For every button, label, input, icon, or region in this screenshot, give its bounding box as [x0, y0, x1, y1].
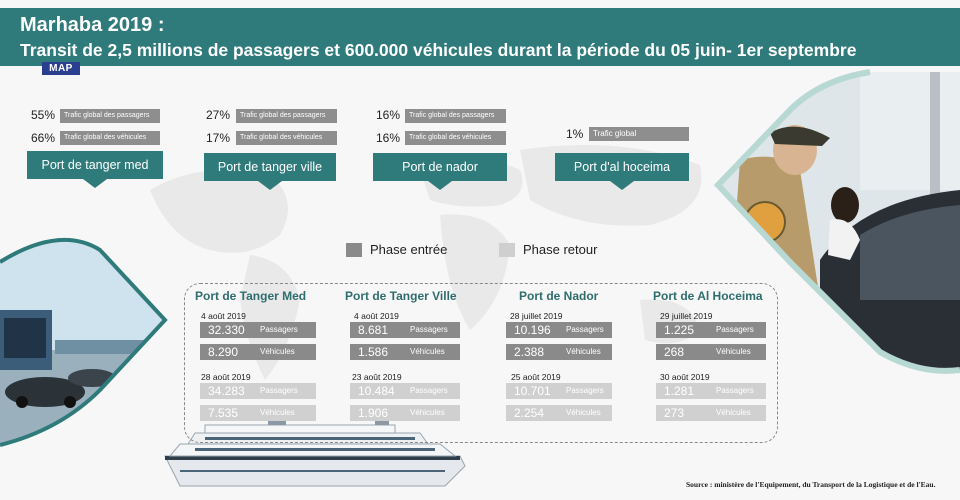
detail4-entry-vehicles: 268 Véhicules: [656, 344, 766, 360]
detail1-entry-date: 4 août 2019: [201, 311, 246, 321]
port3-pct-vehicles: 16%: [376, 131, 401, 145]
map-logo: MAP: [42, 62, 80, 75]
port1-title: Port de tanger med: [27, 151, 163, 179]
page-subtitle: Transit de 2,5 millions de passagers et 600.000 véhicules durant la période du 05 juin- 1er septembre: [20, 40, 857, 60]
port1-tag-vehicles: Trafic global des véhicules: [60, 131, 160, 145]
port1-pct-passengers: 55%: [31, 108, 56, 122]
detail4-return-date: 30 août 2019: [660, 372, 710, 382]
detail4-return-passengers: 1.281 Passagers: [656, 383, 766, 399]
detail3-return-vehicles: 2.254 Véhicules: [506, 405, 612, 421]
port3-tag-passengers: Trafic global des passagers: [405, 109, 506, 123]
port4-title: Port d'al hoceima: [555, 153, 689, 181]
detail3-return-date: 25 août 2019: [511, 372, 561, 382]
detail1-entry-passengers: 32.330 Passagers: [200, 322, 316, 338]
port2-pct-passengers: 27%: [206, 108, 231, 122]
port1-tag-passengers: Trafic global des passagers: [60, 109, 160, 123]
legend-entry-swatch: [346, 243, 362, 257]
detail4-entry-date: 29 juillet 2019: [660, 311, 713, 321]
port3-pct-passengers: 16%: [376, 108, 401, 122]
detail4-title: Port de Al Hoceima: [653, 289, 763, 303]
port2-tag-vehicles: Trafic global des véhicules: [236, 131, 337, 145]
detail4-entry-passengers: 1.225 Passagers: [656, 322, 766, 338]
detail2-entry-date: 4 août 2019: [354, 311, 399, 321]
port3-title: Port de nador: [373, 153, 507, 181]
detail2-entry-passengers: 8.681 Passagers: [350, 322, 460, 338]
page-title: Marhaba 2019 :: [20, 14, 165, 36]
port4-pct-global: 1%: [566, 127, 584, 141]
detail3-title: Port de Nador: [519, 289, 599, 303]
port3-tag-vehicles: Trafic global des véhicules: [405, 131, 506, 145]
detail3-entry-passengers: 10.196 Passagers: [506, 322, 612, 338]
legend-return-label: Phase retour: [523, 242, 598, 257]
detail3-entry-date: 28 juillet 2019: [510, 311, 563, 321]
detail1-return-date: 28 août 2019: [201, 372, 251, 382]
detail3-return-passengers: 10.701 Passagers: [506, 383, 612, 399]
port2-tag-passengers: Trafic global des passagers: [236, 109, 337, 123]
detail1-return-vehicles: 7.535 Véhicules: [200, 405, 316, 421]
port2-title: Port de tanger ville: [204, 153, 336, 181]
detail2-return-date: 23 août 2019: [352, 372, 402, 382]
detail2-return-vehicles: 1.906 Véhicules: [350, 405, 460, 421]
detail1-return-passengers: 34.283 Passagers: [200, 383, 316, 399]
port2-pct-vehicles: 17%: [206, 131, 231, 145]
legend-return-swatch: [499, 243, 515, 257]
detail3-entry-vehicles: 2.388 Véhicules: [506, 344, 612, 360]
detail1-title: Port de Tanger Med: [195, 289, 307, 303]
port4-tag-global: Trafic global: [589, 127, 689, 141]
detail1-entry-vehicles: 8.290 Véhicules: [200, 344, 316, 360]
port1-pct-vehicles: 66%: [31, 131, 56, 145]
detail2-return-passengers: 10.484 Passagers: [350, 383, 460, 399]
legend-entry-label: Phase entrée: [370, 242, 448, 257]
detail2-entry-vehicles: 1.586 Véhicules: [350, 344, 460, 360]
source-note: Source : ministère de l'Equipement, du Transport de la Logistique et de l'Eau.: [686, 480, 936, 489]
detail2-title: Port de Tanger Ville: [345, 289, 457, 303]
detail4-return-vehicles: 273 Véhicules: [656, 405, 766, 421]
